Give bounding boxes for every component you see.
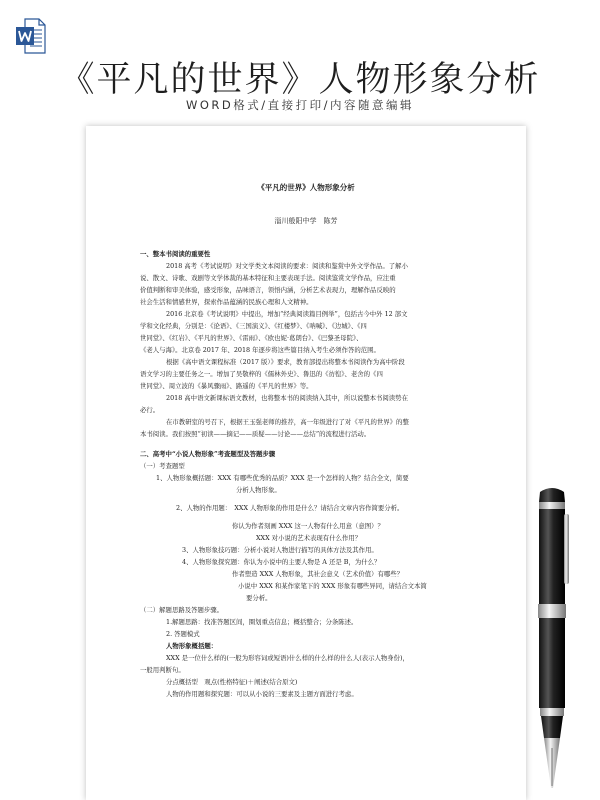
text-line: 2016 北京卷《考试说明》中提出，增加“经典阅读篇目例举”，包括古今中外 12 部文 [166, 310, 408, 318]
text-line: 1、人物形象概括题：XXX 有哪些优秀的品质？XXX 是一个怎样的人物？结合全文，简要 [156, 474, 409, 482]
text-line: 在市教研室的号召下，根据王玉强老师的推荐，高一年级进行了对《平凡的世界》的整 [166, 418, 409, 426]
text-line: 2018 高中语文新课标语文教材，也将整本书的阅读纳入其中，所以说整本书阅读势在 [166, 394, 408, 402]
text-line: 世同堂》、周立波的《暴风骤雨》、路遥的《平凡的世界》等。 [140, 382, 313, 390]
text-line: 必行。 [140, 406, 160, 414]
text-line: 一般用判断句。 [140, 666, 185, 674]
text-line: 《老人与海》。北京卷 2017 年、2018 年逐步将这些篇目纳入考生必须作答的范围。 [140, 346, 380, 354]
text-line: 分点概括型 观点(性格特征)＋阐述(结合原文) [166, 678, 298, 686]
text-line: 本书阅读。我们按照“初读——摘记——质疑——讨论——总结”的流程进行活动。 [140, 430, 371, 438]
section-heading: 二、高考中“小说人物形象”考查题型及答题步骤 [140, 450, 276, 458]
fountain-pen-decoration [512, 486, 592, 791]
text-line: 社会生活和情感世界，探索作品蕴涵的民族心理和人文精神。 [140, 298, 313, 306]
text-line: 根据《高中语文课程标准（2017 版）》要求，教育部提出将整本书阅读作为高中阶段 [166, 358, 405, 366]
text-line: 作者塑造 XXX 人物形象，其社会意义（艺术价值）有哪些？ [232, 570, 404, 578]
text-line: 3、人物形象技巧题：分析小说对人物进行描写的具体方法及其作用。 [182, 546, 378, 554]
word-doc-icon [16, 18, 46, 54]
text-line: 学和文化经典，分别是：《论语》、《三国演义》、《红楼梦》、《呐喊》、《边城》、《四 [140, 322, 367, 330]
banner-title: 《平凡的世界》人物形象分析 [59, 60, 541, 100]
text-line: 2. 答题模式 [166, 630, 200, 638]
text-line: 世同堂》、《红岩》、《平凡的世界》、《雷雨》、《欧也妮·葛朗台》、《巴黎圣母院》、 [140, 334, 363, 342]
document-page [86, 126, 526, 800]
banner-subtitle: WORD格式/直接打印/内容随意编辑 [185, 98, 415, 112]
text-line: 说、散文、诗歌、戏剧等文学体裁的基本特征和主要表现手法。阅读鉴赏文学作品，应注重 [140, 274, 396, 282]
text-line: 2018 高考《考试说明》对文学类文本阅读的要求：阅读和鉴赏中外文学作品。了解小 [166, 262, 408, 270]
text-line: 人物的作用题和探究题：可以从小说的三要素及主题方面进行考虑。 [166, 690, 358, 698]
text-line: 要分析。 [246, 594, 272, 602]
section-heading: 一、整本书阅读的重要性 [140, 250, 211, 258]
text-line: 2、人物的作用题： XXX 人物形象的作用是什么？请结合文章内容作简要分析。 [176, 504, 404, 512]
document-author: 淄川般阳中学 陈芳 [274, 217, 338, 225]
text-line: XXX 对小说的艺术表现有什么作用？ [256, 534, 362, 542]
text-line: 人物形象概括题： [166, 642, 218, 650]
text-line: 4、人物形象探究题：你认为小说中的主要人物是 A 还是 B，为什么？ [182, 558, 381, 566]
text-line: XXX 是一位什么样的(一般为形容词或短语)什么样的什么样的什么人(表示人物身份)， [166, 654, 409, 662]
document-title: 《平凡的世界》人物形象分析 [257, 183, 355, 192]
text-line: 语文学习的主要任务之一。增加了吴敬梓的《儒林外史》、鲁迅的《彷徨》、老舍的《四 [140, 370, 383, 378]
text-line: 分析人物形象。 [236, 486, 281, 494]
text-line: 价值判断和审美体验，感受形象，品味语言，领悟内涵，分析艺术表现力，理解作品反映的 [140, 286, 396, 294]
text-line: 你认为作者刻画 XXX 这一人物有什么用意（意图）？ [232, 522, 384, 530]
text-line: 1.解题思路：找准答题区间，圈划重点信息；概括整合；分条陈述。 [166, 618, 358, 626]
text-line: （一）考查题型 [140, 462, 185, 470]
text-line: （二）解题思路及答题步骤。 [140, 606, 224, 614]
text-line: 小说中 XXX 和某作家笔下的 XXX 形象有哪些异同，请结合文本简 [238, 582, 427, 590]
